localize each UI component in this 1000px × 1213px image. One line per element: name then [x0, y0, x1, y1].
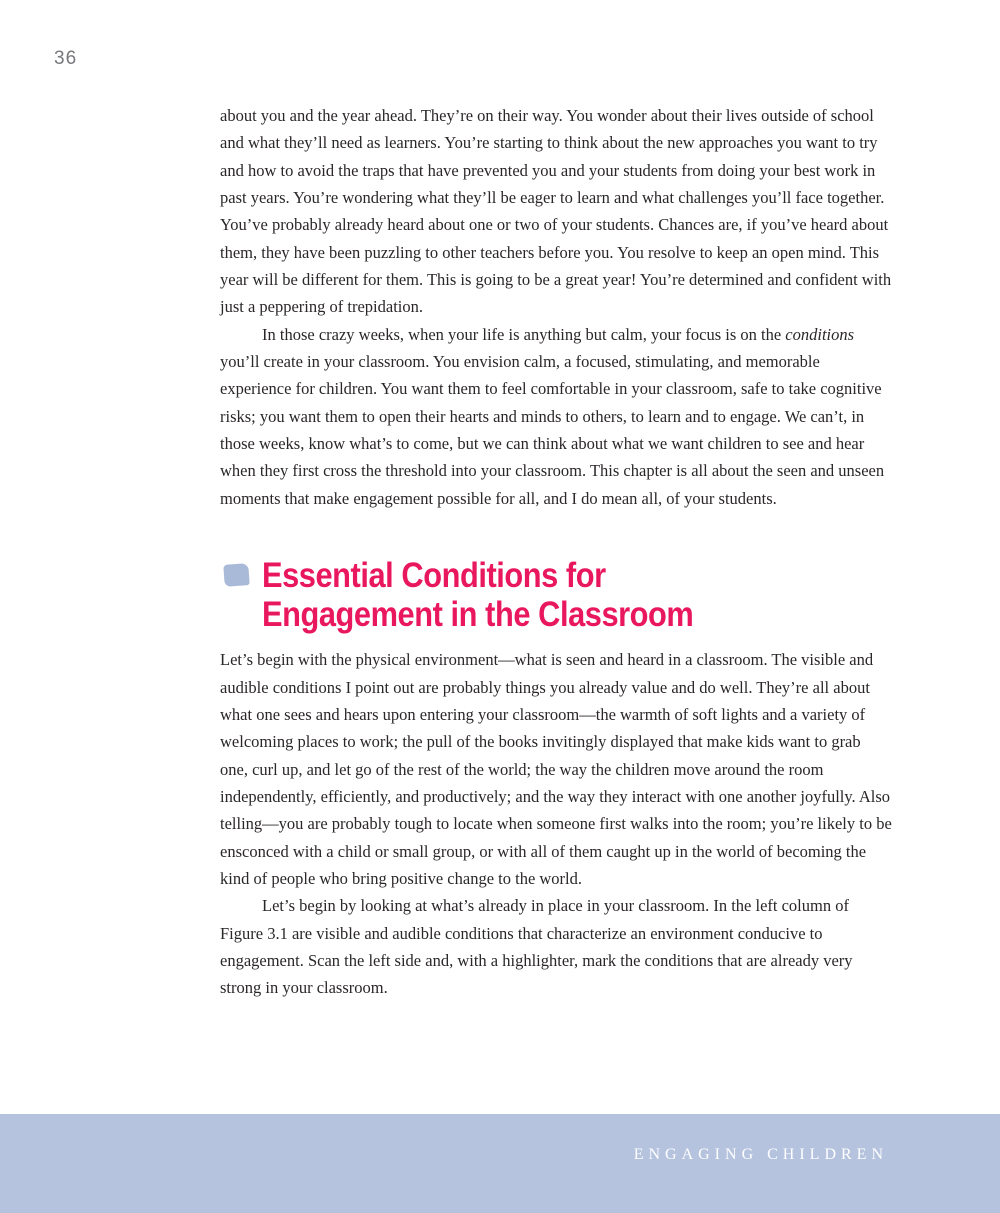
paragraph-2-italic-word: conditions — [785, 324, 855, 344]
section-marker-icon — [223, 563, 249, 587]
heading-line-1: Essential Conditions for — [262, 556, 606, 596]
text-column — [220, 102, 892, 1002]
page-number: 36 — [54, 48, 78, 69]
heading-line-2: Engagement in the Classroom — [262, 595, 694, 635]
paragraph-2 — [220, 321, 892, 512]
running-footer-title: ENGAGING CHILDREN — [633, 1146, 888, 1163]
paragraph-3: Let’s begin with the physical environment—what is seen and heard in a classroom. The visible and audible conditions I point out are probably things you already value and do well. They’re all about what one sees and hears upon entering your classroom—the warmth of soft lights and a variety of welcoming places to work; the pull of the books invitingly displayed that make kids want to grab one, curl up, and let go of the rest of the world; the way the children move around the room independently, efficiently, and productively; and the way they interact with one another joyfully. Also telling—you are probably tough to locate when someone first walks into the room; you’re likely to be ensconced with a child or small group, or with all of them caught up in the world of becoming the kind of people who bring positive change to the world. — [220, 650, 892, 888]
paragraph-2-text: In those crazy weeks, when your life is anything but calm, your focus is on the — [262, 324, 786, 344]
section-heading-text — [262, 556, 693, 634]
footer-band — [0, 1114, 1000, 1213]
paragraph-2-text-continued: you’ll create in your classroom. You envision calm, a focused, stimulating, and memorable experience for children. You want them to feel comfortable in your classroom, safe to take cognitive risks; you want them to open their hearts and minds to others, to learn and to engage. We can’t, in those weeks, know what’s to come, but we can think about what we want children to see and hear when they first cross the threshold into your classroom. This chapter is all about the seen and unseen moments that make engagement possible for all, and I do mean all, of your students. — [220, 352, 885, 508]
paragraph-1: about you and the year ahead. They’re on their way. You wonder about their lives outside of school and what they’ll need as learners. You’re starting to think about the new approaches you want to try and how to avoid the traps that have prevented you and your students from doing your best work in past years. You’re wondering what they’ll be eager to learn and what challenges you’ll face together. You’ve probably already heard about one or two of your students. Chances are, if you’ve heard about them, they have been puzzling to other teachers before you. You resolve to keep an open mind. This year will be different for them. This is going to be a great year! You’re determined and confident with just a peppering of trepidation. — [220, 106, 892, 317]
section-heading — [220, 556, 892, 634]
paragraph-4: Let’s begin by looking at what’s already in place in your classroom. In the left column of Figure 3.1 are visible and audible conditions that characterize an environment conducive to engagement. Scan the left side and, with a highlighter, mark the conditions that are already very strong in your classroom. — [220, 896, 853, 998]
